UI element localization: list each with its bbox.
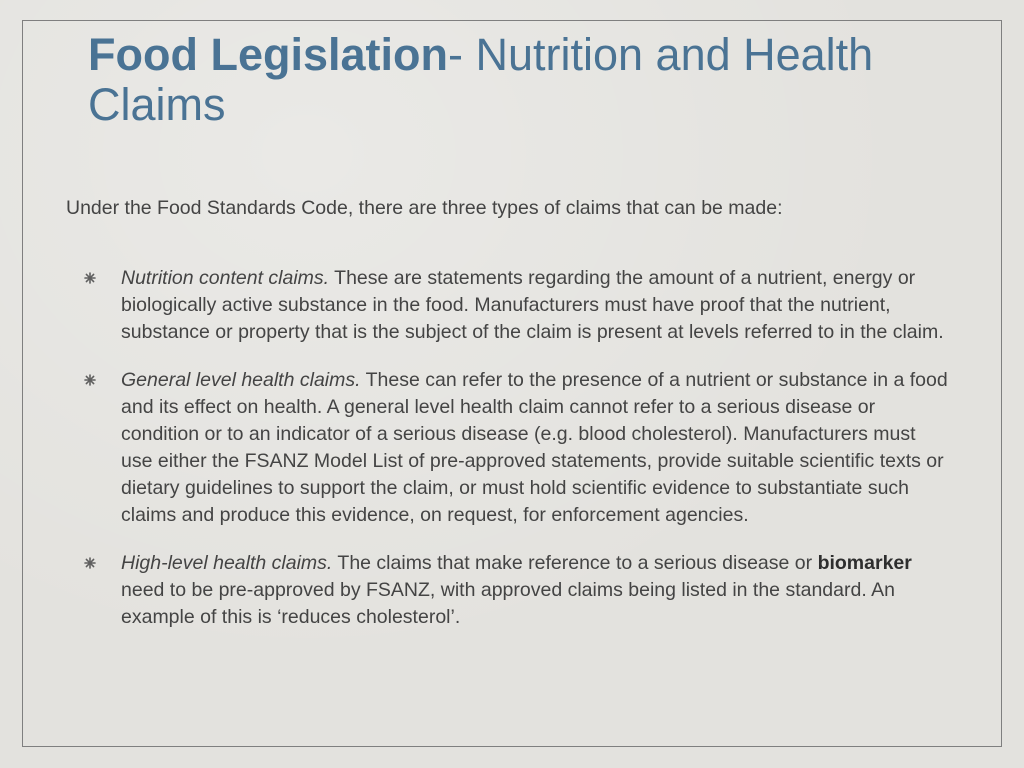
claim-name: Nutrition content claims. bbox=[121, 267, 330, 289]
intro-text: Under the Food Standards Code, there are three types of claims that can be made: bbox=[66, 197, 783, 219]
claim-text: These are statements regarding the amount of a nutrient, energy or biologically active substance in the food. Manufacturers must have proof that the nutrient, substance or property that is the subject of the claim is present at levels referred to in the claim. bbox=[121, 267, 944, 343]
slide-title bbox=[88, 30, 888, 130]
asterisk-bullet-icon bbox=[82, 551, 98, 575]
claim-keyword-biomarker: biomarker bbox=[817, 552, 912, 574]
title-bold: Food Legislation bbox=[88, 29, 448, 80]
claim-text-before: The claims that make reference to a serious disease or bbox=[332, 552, 818, 574]
claims-list bbox=[80, 265, 950, 652]
claim-item-general-level-health bbox=[80, 367, 950, 529]
claim-text-after: need to be pre-approved by FSANZ, with approved claims being listed in the standard. An example of this is ‘reduces cholesterol’. bbox=[121, 579, 895, 628]
claim-name: General level health claims. bbox=[121, 369, 361, 391]
asterisk-bullet-icon bbox=[82, 266, 98, 290]
claim-text: These can refer to the presence of a nutrient or substance in a food and its effect on health. A general level health claim cannot refer to a serious disease or condition or to an indicator of a serious disease (e.g. blood cholesterol). Manufacturers must use either the FSANZ Model List of pre-approved statements, provide suitable scientific texts or dietary guidelines to support the claim, or must hold scientific evidence to substantiate such claims and produce this evidence, on request, for enforcement agencies. bbox=[121, 369, 948, 526]
claim-item-nutrition-content bbox=[80, 265, 950, 346]
asterisk-bullet-icon bbox=[82, 368, 98, 392]
claim-item-high-level-health bbox=[80, 550, 950, 631]
claim-name: High-level health claims. bbox=[121, 552, 333, 574]
title-rest: - Nutrition and Health Claims bbox=[88, 29, 874, 130]
